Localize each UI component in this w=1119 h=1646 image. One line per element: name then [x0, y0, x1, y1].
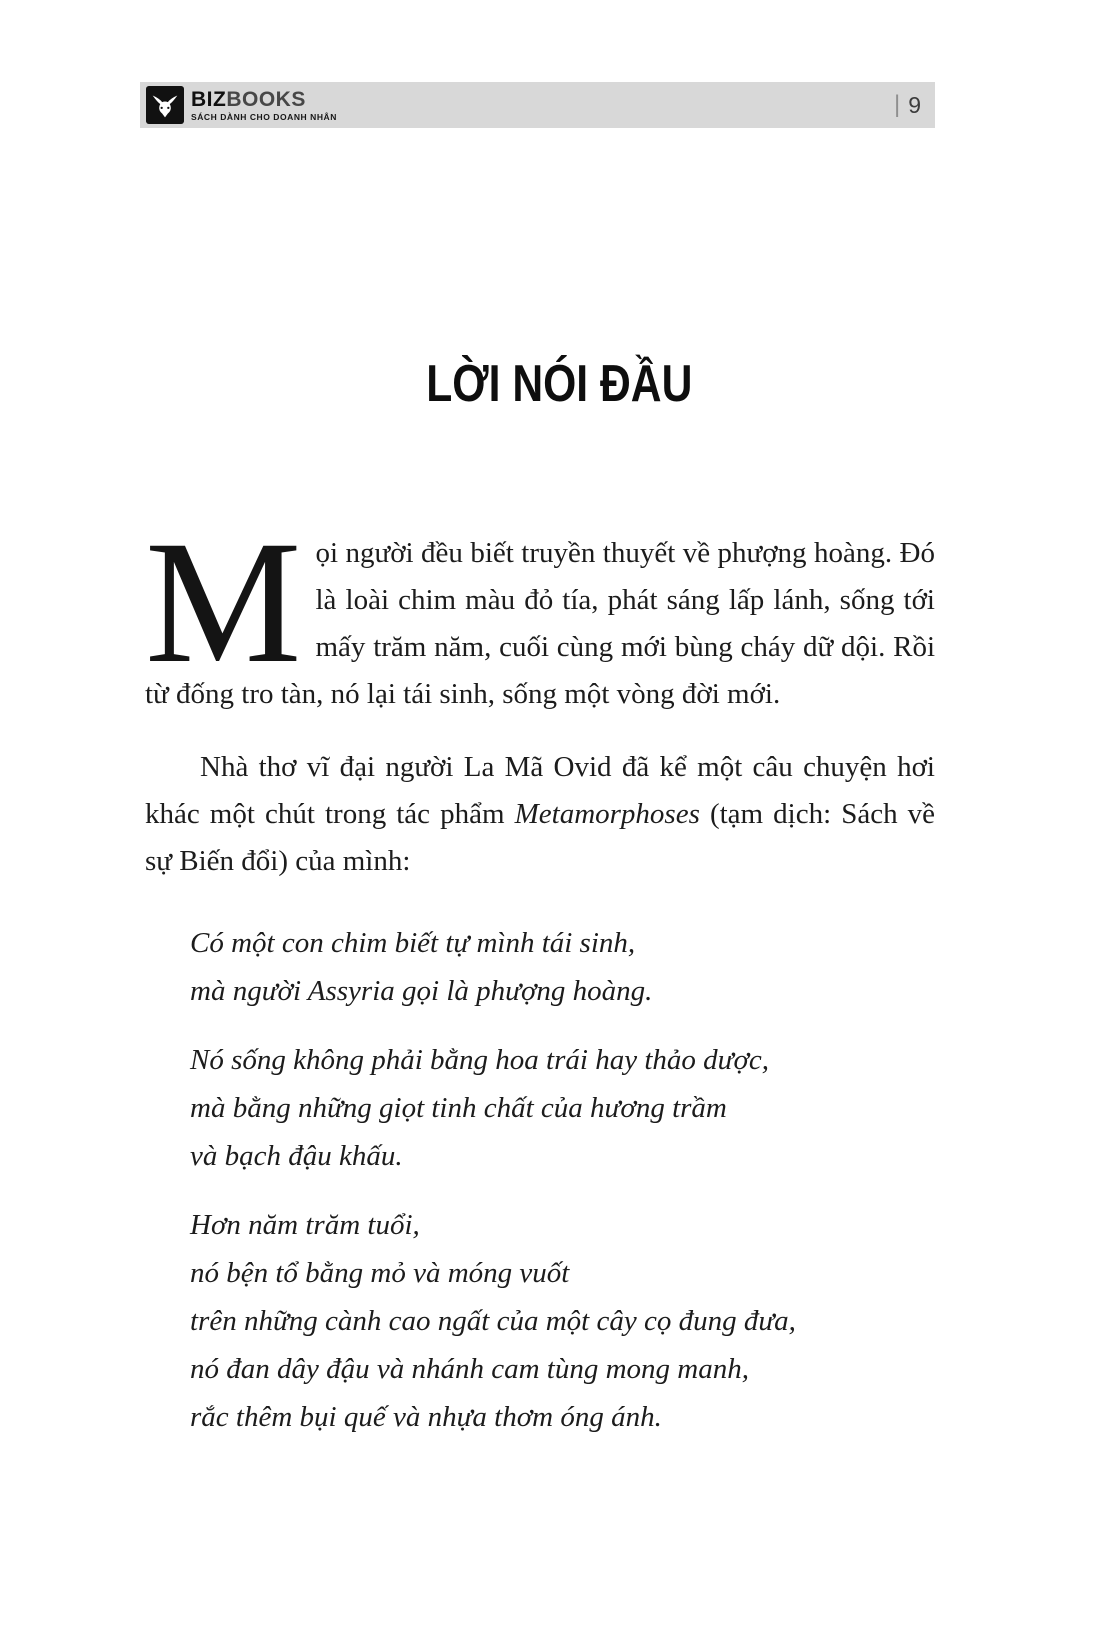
drop-cap: M — [145, 505, 302, 700]
chapter-title: LỜI NÓI ĐẦU — [426, 355, 693, 413]
bizbooks-wordmark — [191, 89, 337, 110]
poem-stanza-2 — [190, 1036, 935, 1180]
poem-line: nó bện tổ bằng mỏ và móng vuốt — [190, 1257, 570, 1289]
poem-line: Có một con chim biết tự mình tái sinh, — [190, 927, 636, 959]
poem-quote — [190, 919, 935, 1441]
bizbooks-word-biz: BIZ — [191, 87, 227, 111]
work-title-metamorphoses: Metamorphoses — [514, 798, 700, 830]
bizbooks-logo-text — [191, 89, 337, 122]
poem-line: nó đan dây đậu và nhánh cam tùng mong manh, — [190, 1353, 750, 1385]
bizbooks-bull-stamp-icon — [146, 86, 184, 124]
paragraph-lead-text: ọi người đều biết truyền thuyết về phượng hoàng. Đó là loài chim màu đỏ tía, phát sáng lấp lánh, sống tới mấy trăm năm, cuối cùng mới bùng cháy dữ dội. Rồi từ đống tro tàn, nó lại tái sinh, sống một vòng đời mới. — [145, 537, 935, 710]
page-number-separator: | — [893, 91, 901, 118]
poem-stanza-1 — [190, 919, 935, 1015]
poem-line: rắc thêm bụi quế và nhựa thơm óng ánh. — [190, 1401, 662, 1433]
page-number-value: 9 — [908, 91, 921, 118]
poem-stanza-3 — [190, 1201, 935, 1441]
page-content — [145, 505, 935, 1441]
bizbooks-tagline: SÁCH DÀNH CHO DOANH NHÂN — [191, 111, 337, 122]
poem-line: Nó sống không phải bằng hoa trái hay thảo dược, — [190, 1044, 770, 1076]
paragraph-lead — [145, 505, 935, 718]
paragraph-ovid-text-1: Nhà thơ vĩ đại người La Mã Ovid đã kể một câu chuyện hơi khác một chút trong tác phẩm — [145, 751, 935, 830]
poem-line: mà bằng những giọt tinh chất của hương trầm — [190, 1092, 727, 1124]
poem-line: mà người Assyria gọi là phượng hoàng. — [190, 975, 653, 1007]
poem-line: và bạch đậu khấu. — [190, 1140, 403, 1172]
poem-line: trên những cành cao ngất của một cây cọ đung đưa, — [190, 1305, 796, 1337]
paragraph-ovid — [145, 744, 935, 885]
bizbooks-word-books: BOOKS — [226, 87, 306, 111]
bizbooks-logo — [146, 86, 337, 124]
paragraph-ovid-text-2: (tạm dịch: Sách về sự Biến đổi) của mình: — [145, 798, 935, 877]
chapter-title-wrap — [0, 0, 1119, 413]
poem-line: Hơn năm trăm tuổi, — [190, 1209, 420, 1241]
page-number — [894, 91, 921, 119]
page-header-band — [140, 82, 935, 128]
